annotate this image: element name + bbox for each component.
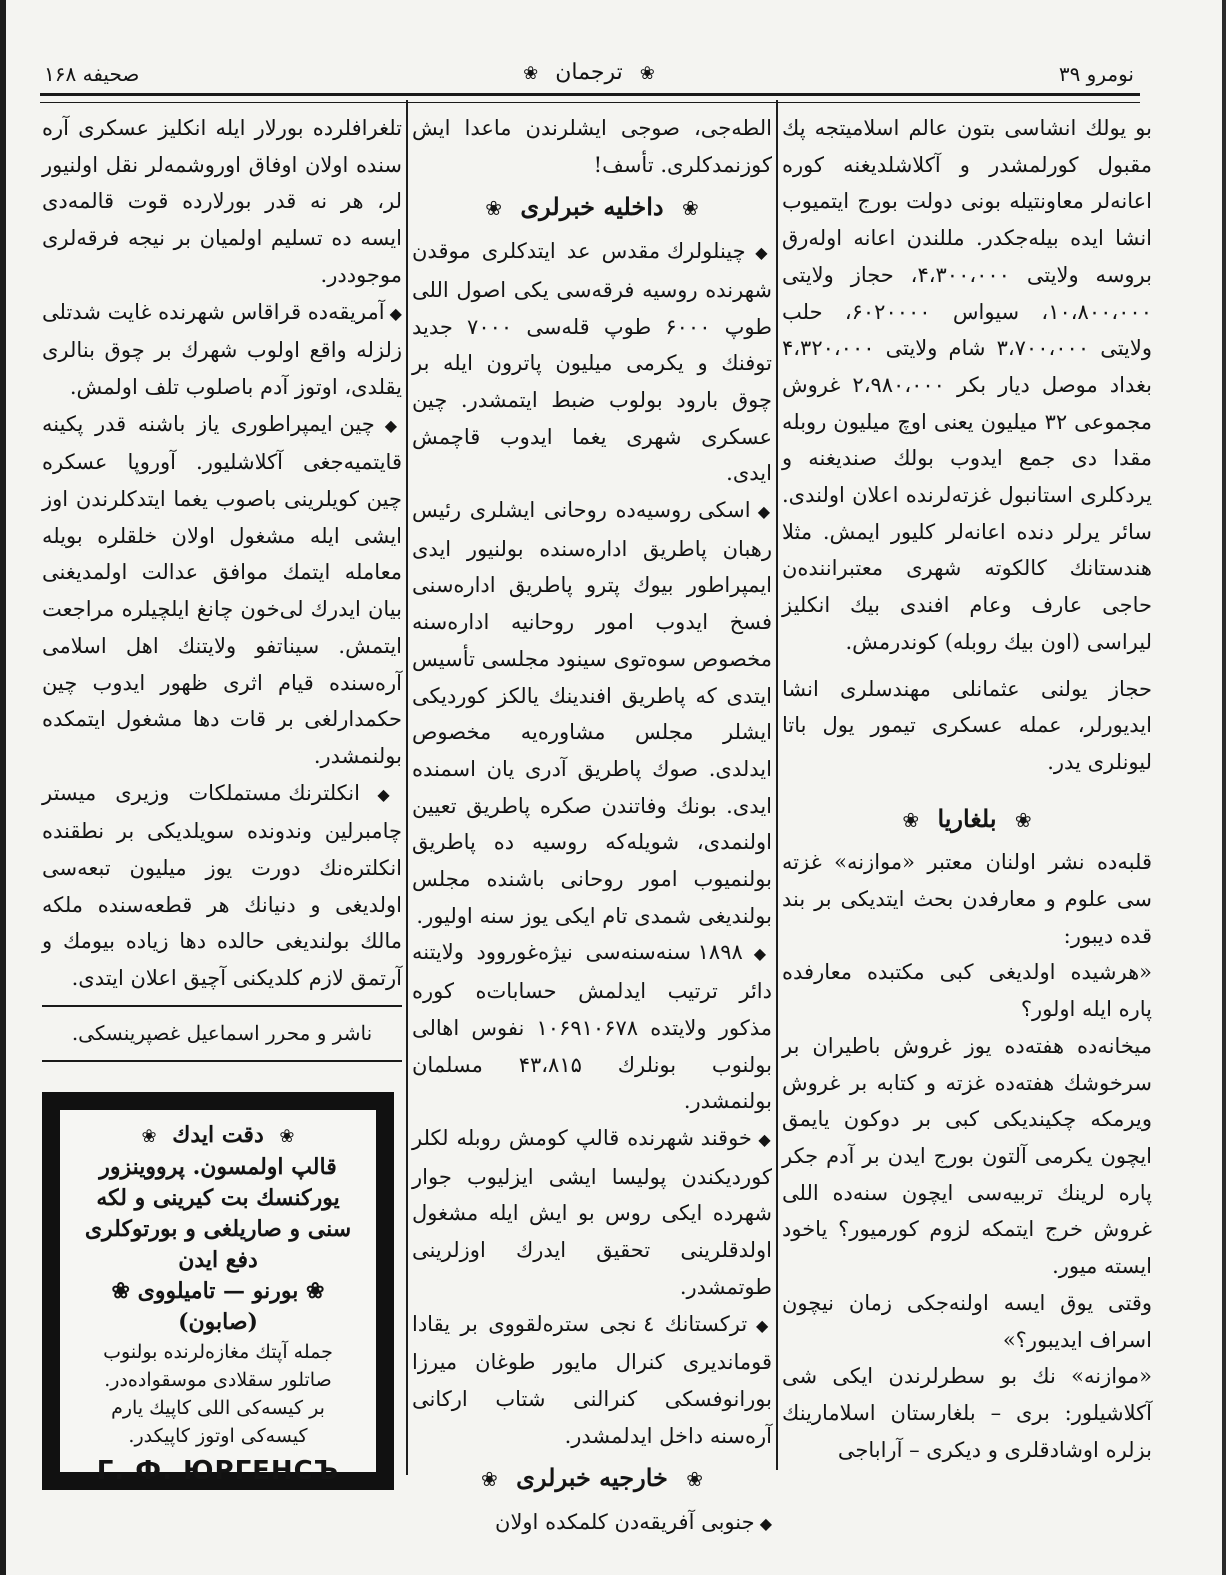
- ornament-icon: ❀: [485, 196, 502, 221]
- column-divider: [776, 100, 778, 1470]
- section-title-bulgaria: ❀ بلغاریا ❀: [782, 801, 1152, 839]
- section-title-domestic: ❀ داخلیه خبرلری ❀: [412, 189, 772, 227]
- left-column: [42, 110, 402, 1070]
- ornament-icon: ❀: [639, 63, 655, 84]
- section-title-foreign: ❀ خارجیه خبرلری ❀: [412, 1460, 772, 1498]
- news-item: ◆ چین ایمپراطوری یاز باشنه قدر پکینه قایتمیه‌جغی آکلاشلیور. آوروپا عسکره چین کویلرینی باصوب یغما ایتدکلرندن اوز ایشی ایله مشغول اولان خلقلره بویله معامله ایتمك موافق عدالت اولمدیغنی بیان ایدرك لی‌خون چانغ ایلچیلره مراجعت ایتمش. سیناتفو ولایتنك اهل اسلامی آره‌سنده قیام اثری ظهور ایدوب چین حکمدارلغی بر قات دها مشغول ایتمکده بولنمشدر.: [42, 411, 402, 768]
- ornament-icon: ❀: [306, 1278, 325, 1304]
- news-item: ◆ ترکستانك ٤ نجی ستره‌لقووی بر یقادا قوماندیری کنرال مایور طوغان میرزا بورانوفسکی کنرالنی شتاب ارکانی آره‌سنه داخل ایدلمشدر.: [412, 1311, 773, 1448]
- product-subtitle: (صابون): [178, 1309, 258, 1335]
- news-item: ◆ آمریقه‌ده قراقاس شهرنده غایت شدتلی زلزله واقع اولوب شهرك بر چوق بنالری یقلدی، اوتوز آدم باصلوب تلف اولمش.: [42, 299, 403, 399]
- bullet-icon: ◆: [754, 1514, 772, 1534]
- ornament-icon: ❀: [279, 1126, 295, 1147]
- bullet-icon: ◆: [751, 1129, 772, 1149]
- ornament-icon: ❀: [681, 196, 699, 221]
- ornament-icon: ❀: [1014, 807, 1032, 832]
- ornament-icon: ❀: [902, 807, 920, 832]
- advertisement-content: [60, 1110, 376, 1486]
- bullet-icon: ◆: [747, 1315, 773, 1335]
- ad-line: کیسه‌کی اوتوز کاپیکدر.: [128, 1425, 308, 1447]
- article-paragraph: «موازنه» نك بو سطرلرندن ایکی شی آکلاشیلور: بری – بلغارستان اسلامارینك بزلره اوشادقلری و دیکری – آراباجی: [782, 1364, 1152, 1462]
- right-column: [782, 110, 1152, 1468]
- ad-line: جمله آپتك مغازه‌لرنده بولنوب: [103, 1341, 333, 1363]
- masthead: [34, 60, 1144, 85]
- newspaper-title: ترجمان: [555, 60, 623, 85]
- page-header: [34, 58, 1144, 90]
- product-name: ❀ بورنو — تامیلووی ❀: [111, 1278, 325, 1304]
- article-paragraph: وقتی یوق ایسه اولنه‌جکی زمان نیچون اسراف ایدیبور؟»: [782, 1290, 1152, 1352]
- bullet-icon: ◆: [750, 502, 773, 522]
- news-item: ◆ انکلترنك مستملکات وزیری میستر چامبرلین وندونده سویلدیکی بر نطقنده انکلتره‌نك دورت یوز میلیون تبعه‌سی اولدیغی و دنیانك هر قطعه‌سنده ملکه مالك بولندیغی حالده دها زیاده بیومك و آرتمق لازم کلدیکنی آچیق اعلان ایتدی.: [42, 780, 402, 991]
- news-item: ◆ چینلولرك مقدس عد ایتدکلری موقدن شهرنده روسیه فرقه‌سی یکی اصول اللی طوپ ۶۰۰۰ طوپ قله‌سی ۷۰۰۰ جدید توفنك و یکرمی میلیون پاترون ایله بر چوق بارود بولوب ضبط ایتمشدر. چین عسکری شهری یغما ایدوب قاچمش ایدی.: [412, 239, 772, 486]
- bullet-icon: ◆: [359, 784, 402, 804]
- article-paragraph: الطه‌جی، صوجی ایشلرندن ماعدا ایش کوزنمدکلری. تأسف!: [412, 116, 772, 177]
- ad-line: سنی و صاریلغی و بورتوکلری: [84, 1216, 352, 1242]
- rule: [42, 1005, 402, 1007]
- article-paragraph: حجاز یولنی عثمانلی مهندسلری انشا ایدیورلر، عمله عسکری تیمور یول باتا لیونلری یدر.: [782, 676, 1152, 774]
- ad-line: بر کیسه‌کی اللی کاپیك یارم: [111, 1397, 325, 1419]
- column-divider: [406, 100, 408, 1475]
- ornament-icon: ❀: [523, 63, 539, 84]
- article-paragraph: قلبه‌ده نشر اولنان معتبر «موازنه» غزته سی علوم و معارفدن بحث ایتدیکی بر بند قده دیبور:: [782, 850, 1152, 948]
- article-paragraph: میخانه‌ده هفته‌ده یوز غروش باطیران بر سرخوشك هفته‌ده غزته و کتابه بر غروش ویرمکه چکیندیکی کبی بر دوکون یایمق ایچون یکرمی آلتون بورج ایدن بر آدم جکر پاره لرینك تربیه‌سی ایچون سنه‌ده اللی غروش خرج ایتمکه لزوم کورمیور؟ یاخود ایسته میور.: [782, 1033, 1152, 1279]
- ornament-icon: ❀: [686, 1467, 703, 1492]
- ad-line: یورکنسك بت کیرینی و لکه: [96, 1185, 340, 1211]
- ornament-icon: ❀: [481, 1467, 498, 1492]
- news-item: ◆ اسکی روسیه‌ده روحانی ایشلری رئیس رهبان پاطریق اداره‌سنده بولنیور ایدی ایمپراطور بیوك پترو پاطریق اداره‌سنی فسخ ایدوب امور روحانیه اداره‌سنه مخصوص سوه‌توی سینود مجلسی تأسیس ایتدی که پاطریق افندینك یالکز کوردیکی ایشلر مجلس مشاوره‌یه مخصوص ایدلدی. صوك پاطریق آدری یان اسمنده ایدی. بونك وفاتندن صکره پاطریق تعیین اولنمدی، شویله‌که روسیه ده پاطریق بولنمیوب امور روحانی باشنده مجلس بولندیغی شمدی تام ایکی یوز سنه اولیور.: [412, 498, 773, 928]
- header-rule: [40, 93, 1140, 103]
- bullet-icon: ◆: [742, 944, 773, 964]
- ad-line: قالپ اولمسون. پرووینزور: [99, 1154, 337, 1180]
- publisher-line: ناشر و محرر اسماعیل غصپرینسکی.: [71, 1020, 373, 1045]
- bullet-icon: ◆: [745, 243, 772, 263]
- article-paragraph: بو یولك انشاسی بتون عالم اسلامیتجه پك مقبول کورلمشدر و آکلاشلدیغنه کوره اعانه‌لر معاونتیله بونی دولت بورج ایتمیوب انشا ایده بیله‌جکدر. مللندن اعانه اوله‌رق بروسه ولایتی ۴،۳۰۰،۰۰۰، حجاز ولایتی ۱۰،۸۰۰،۰۰۰، سیواس ۶۰۲۰۰۰۰، حلب ولایتی ۳،۷۰۰،۰۰۰ شام ولایتی ۴،۳۲۰،۰۰۰ بغداد موصل دیار بکر ۲،۹۸۰،۰۰۰ غروش مجموعی ۳۲ میلیون یعنی اوچ میلیون روبله مقدا دی جمع ایدوب بولك صندیغنه و یردکلری استانبول غزته‌لرنده اعلان اولندی. سائر یرلر دنده اعانه‌لر کلیور ایمش. مثلا هندستانك کالکوته شهری معتبراننده‌ن حاجی عارف وعام افندی بیك انکلیز لیراسی (اون بیك روبله) کوندرمش.: [782, 116, 1153, 654]
- ornament-icon: ❀: [141, 1126, 157, 1147]
- page-number-label: صحیفه ۱۶۸: [44, 62, 140, 86]
- issue-number: نومرو ۳۹: [1058, 62, 1134, 86]
- advertisement-title: ❀ دقت ایدك ❀: [74, 1120, 362, 1152]
- advertiser-signature: Г. Ф. ЮРГЕНСЪ: [96, 1456, 340, 1486]
- news-item: ◆ خوقند شهرنده قالپ کومش روبله لکلر کوردیکندن پولیسا ایشی ایزلیوب جوار شهرده ایکی روس بو ایش ایله مشغول اولدقلرینی تحقیق ایدرك اوزلرینی طوتمشدر.: [412, 1125, 772, 1299]
- rule: [42, 1060, 402, 1062]
- news-item: ◆ جنوبی آفریقه‌دن کلمکده اولان: [495, 1510, 772, 1535]
- ad-line: دفع ایدن: [178, 1247, 258, 1273]
- bullet-icon: ◆: [384, 303, 403, 323]
- middle-column: [412, 110, 772, 1543]
- article-paragraph: «هرشیده اولدیغی کبی مکتبده معارفده پاره ایله اولور؟: [782, 960, 1152, 1022]
- ad-line: صاتلور سقلادی موسقواده‌در.: [104, 1369, 332, 1391]
- article-paragraph: تلغرافلرده بورلار ایله انکلیز عسکری آره سنده اولان اوفاق اوروشمه‌لر نقل اولنیور لر، هر نه قدر بورلارده قوت قالمه‌دی ایسه ده تسلیم اولمیان بر نیجه فرقه‌لری موجوددر.: [42, 116, 402, 287]
- news-item: ◆ ۱۸۹۸ سنه‌سنه‌سی نیژه‌غوروود ولایتنه دائر ترتیب ایدلمش حسابات‌ه کوره مذکور ولایتده ۱۰۶۹۱۰۶۷۸ نفوس اهالی بولنوب بونلرك ۴۳،۸۱۵ مسلمان بولنمشدر.: [412, 940, 773, 1114]
- advertisement-box: [42, 1092, 394, 1490]
- bullet-icon: ◆: [374, 415, 402, 435]
- ornament-icon: ❀: [111, 1278, 130, 1304]
